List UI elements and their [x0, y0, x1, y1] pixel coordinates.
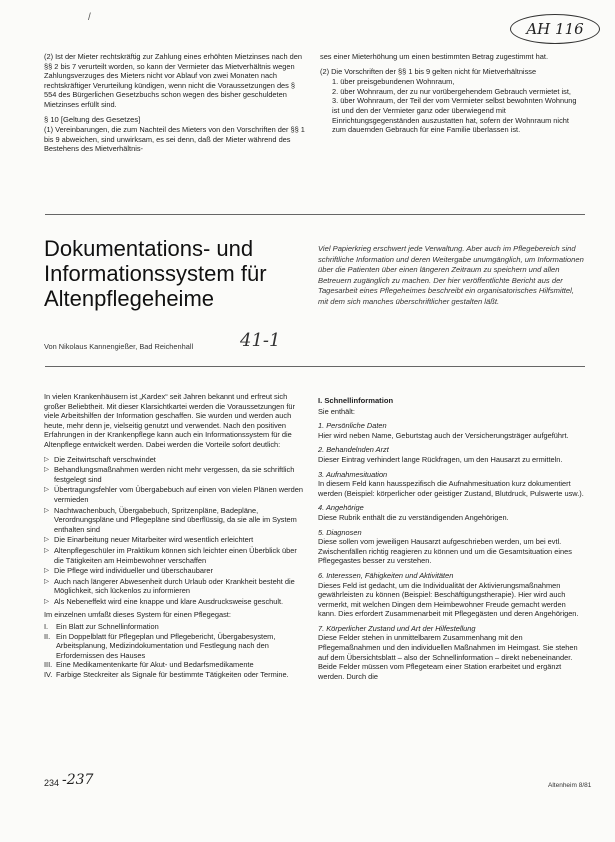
subsection-heading: 1. Persönliche Daten	[318, 421, 387, 431]
components-list	[44, 622, 306, 680]
list-item: ▷ Die Zeitwirtschaft verschwindet	[44, 455, 306, 465]
section-heading: I. Schnellinformation	[318, 396, 394, 405]
list-text: Ein Blatt zur Schnellinformation	[56, 622, 159, 632]
advantages-list	[44, 455, 306, 607]
roman-numeral: IV.	[44, 670, 53, 680]
list-item	[44, 670, 306, 680]
roman-numeral: III.	[44, 660, 53, 670]
subsection-heading: 6. Interessen, Fähigkeiten und Aktivitäten	[318, 570, 454, 580]
info-section	[318, 571, 584, 619]
list-item: ▷ Altenpflegeschüler im Praktikum können sich leichter einen Überblick über die Tätigkeiten am Heimbewohner verschaffen	[44, 546, 306, 565]
source-note: Altenheim 8/81	[548, 782, 592, 789]
list-text: Ein Doppelblatt für Pflegeplan und Pflegebericht, Übergabesystem, Arbeitsplanung, Medizindokumentation und Festlegung nach den Erfordernissen des Hauses	[56, 631, 276, 660]
info-section	[318, 528, 584, 566]
list-item: 3. über Wohnraum, der Teil der vom Vermieter selbst bewohnten Wohnung ist und den der Vermieter ganz oder überwiegend mit Einrichtungsgegenständen auszustatten hat, sofern der Wohnraum nicht zum dauernden Gebrauch für eine Familie überlassen ist.	[332, 96, 577, 135]
paragraph: (1) Vereinbarungen, die zum Nachteil des Mieters von den Vorschriften der §§ 1 bis 9 abweichen, sind unwirksam, es sei denn, daß der Mieter während des Bestehens des Mietverhältnis-	[44, 125, 305, 154]
pen-mark: /	[88, 12, 91, 23]
subsection-heading: 3. Aufnahmesituation	[318, 469, 388, 479]
top-right-column	[320, 52, 584, 135]
handwritten-page-note: -237	[62, 772, 94, 788]
list-text: Eine Medikamentenkarte für Akut- und Bedarfsmedikamente	[56, 660, 254, 670]
article-intro: Viel Papierkrieg erschwert jede Verwaltung. Aber auch im Pflegebereich sind schriftliche Information und deren Weitergabe unumgänglich, um Informationen über die Patienten über einen längeren Zeitraum zu speichern und allen Betreuern zugänglich zu machen. Der hier veröffentlichte Bericht aus der Tagesarbeit eines Pflegeheimes beschreibt ein organisatorisches Hilfsmittel, mit dem sich manches überschriftlicher gestalten läßt.	[318, 244, 584, 306]
roman-numeral: I.	[44, 622, 49, 632]
list-item	[44, 660, 306, 670]
paragraph: ses einer Mieterhöhung um einen bestimmten Betrag zugestimmt hat.	[320, 52, 548, 61]
list-item: ▷ Die Einarbeitung neuer Mitarbeiter wird wesentlich erleichtert	[44, 535, 306, 545]
paragraph: Im einzelnen umfaßt dieses System für einen Pflegegast:	[44, 610, 231, 620]
body-left-column	[44, 392, 306, 680]
author-line: Von Nikolaus Kannengießer, Bad Reichenhall	[44, 342, 194, 351]
info-section	[318, 470, 584, 499]
paragraph: (2) Die Vorschriften der §§ 1 bis 9 gelten nicht für Mietverhältnisse	[320, 66, 537, 76]
paragraph: Diese Rubrik enthält die zu verständigenden Angehörigen.	[318, 512, 509, 522]
paragraph: Dieses Feld ist gedacht, um die Individualität der Aktivierungsmaßnahmen gewährleisten zu können (Beispiel: Beschäftigungstherapie). Hier wird auch vermerkt, mit welchen Dingen dem Heimbewohner Freude gemacht werden kann. Dies erfordert Zusammenarbeit mit Pflegegästen und deren Angehörigen.	[318, 580, 579, 619]
list-item: ▷ Behandlungsmaßnahmen werden nicht mehr vergessen, da sie schriftlich festgelegt sind	[44, 465, 306, 484]
info-section	[318, 421, 584, 440]
list-item	[44, 632, 306, 661]
list-item: ▷ Auch nach längerer Abwesenheit durch Urlaub oder Krankheit besteht die Möglichkeit, sich lückenlos zu informieren	[44, 577, 306, 596]
info-section	[318, 624, 584, 682]
paragraph: (2) Ist der Mieter rechtskräftig zur Zahlung eines erhöhten Mietzinses nach den §§ 2 bis 7 verurteilt worden, so kann der Vermieter das Mietverhältnis wegen Zahlungsverzuges des Mieters nicht vor Ablauf von zwei Monaten nach rechtskräftiger Verurteilung kündigen, wenn nicht die Voraussetzungen des § 554 des Bürgerlichen Gesetzbuchs schon wegen des bisher geschuldeten Mietzinses erfüllt sind.	[44, 52, 302, 109]
list-item: 1. über preisgebundenen Wohnraum,	[332, 77, 455, 87]
list-text: Farbige Steckreiter als Signale für bestimmte Tätigkeiten oder Termine.	[56, 670, 289, 680]
info-section	[318, 503, 584, 522]
paragraph: Sie enthält:	[318, 406, 355, 416]
body-right-column	[318, 392, 584, 686]
paragraph: In vielen Krankenhäusern ist „Kardex“ seit Jahren bekannt und erfreut sich großer Beliebtheit. Mit dieser Klarsichtkartei werden die Voraussetzungen für viele Arbeitshilfen der Information geschaffen. Sie wurden und werden auch heute, mehr denn je, vielseitig genutzt und verwendet. Nach den positiven Erfahrungen in der Krankenpflege kann auch ein Informationssystem für die Altenpflege entwickelt werden. Dabei werden die Vorteile sofort deutlich:	[44, 392, 295, 449]
article-title: Dokumentations- und Informationssystem für Altenpflegeheime	[44, 236, 267, 311]
list-item: ▷ Übertragungsfehler vom Übergabebuch auf einen von vielen Plänen werden vermieden	[44, 485, 306, 504]
list-item	[44, 622, 306, 632]
subsection-heading: 4. Angehörige	[318, 503, 364, 513]
paragraph: Diese sollen vom jeweiligen Hausarzt aufgeschrieben werden, um bei evtl. Zwischenfällen richtig reagieren zu können und um die Gesamtsituation eines Pflegegastes besser zu verstehen.	[318, 537, 572, 566]
subsection-heading: 7. Körperlicher Zustand und Art der Hilfestellung	[318, 623, 476, 633]
archive-stamp: AH 116	[510, 14, 600, 44]
page-number: 234	[44, 778, 60, 788]
divider	[45, 366, 585, 367]
paragraph: Hier wird neben Name, Geburtstag auch der Versicherungsträger aufgeführt.	[318, 430, 569, 440]
subsection-heading: 2. Behandelnden Arzt	[318, 445, 389, 455]
paragraph: Dieser Eintrag verhindert lange Rückfragen, um den Hausarzt zu ermitteln.	[318, 454, 563, 464]
numbered-list	[320, 77, 584, 135]
list-item: 2. über Wohnraum, der zu nur vorübergehendem Gebrauch vermietet ist,	[332, 86, 571, 96]
paragraph: Diese Felder stehen in unmittelbarem Zusammenhang mit den Pflegemaßnahmen und den individuellen Maßnahmen im Heimgast. Sie stehen auf dem Übersichtsblatt – also der Schnellinformation – direkt nebeneinander. Beide Felder müssen vom Pflegeteam einer Station erarbeitet und ergänzt werden. Durch die	[318, 633, 578, 681]
info-section	[318, 445, 584, 464]
handwritten-note: 41-1	[240, 330, 281, 351]
list-item: ▷ Nachtwachenbuch, Übergabebuch, Spritzenpläne, Badepläne, Verordnungspläne und Pflegepläne sind überflüssig, da sie alle im System enthalten sind	[44, 506, 306, 535]
list-item: ▷ Als Nebeneffekt wird eine knappe und klare Ausdrucksweise geschult.	[44, 597, 306, 607]
section-heading: § 10 [Geltung des Gesetzes]	[44, 114, 141, 124]
paragraph: In diesem Feld kann hausspezifisch die Aufnahmesituation kurz dokumentiert werden (Beispiel: körperlicher oder geistiger Zustand, Blutdruck, Pulswerte usw.).	[318, 479, 584, 498]
top-left-column	[44, 52, 306, 159]
divider	[45, 214, 585, 215]
roman-numeral: II.	[44, 631, 51, 641]
list-item: ▷ Die Pflege wird individueller und überschaubarer	[44, 566, 306, 576]
subsection-heading: 5. Diagnosen	[318, 527, 362, 537]
